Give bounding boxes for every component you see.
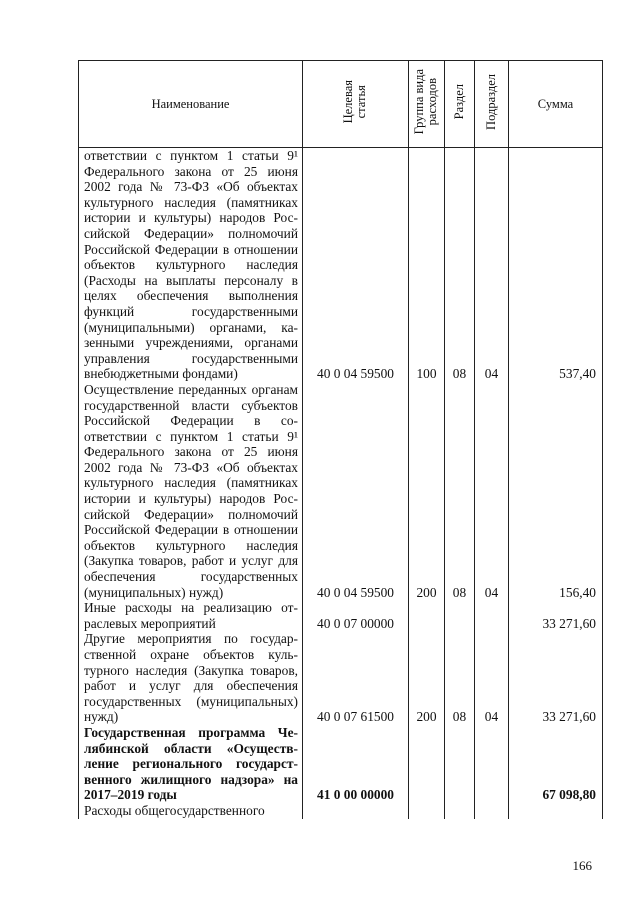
row-sum-cell (509, 803, 603, 819)
page-number: 166 (572, 858, 592, 873)
row-target-cell: 40 0 07 00000 (303, 600, 409, 631)
header-section: Раздел (445, 61, 475, 148)
row-target-cell: 40 0 04 59500 (303, 148, 409, 382)
header-name: Наименование (79, 61, 303, 148)
header-sum: Сумма (509, 61, 603, 148)
row-target-cell (303, 803, 409, 819)
row-name-cell: ответствии с пунктом 1 статьи 9¹ Федерального закона от 25 июня 2002 года № 73-ФЗ «Об объектах культурного наследия (памятниках истории и культуры) народов Российской Федерации» полномочий Российской Федерации в отношении объектов культурного наследия (Расходы на выплаты персоналу в целях обеспечения выполнения функций государственными (муниципальными) органами, казенными учреждениями, органами управления государственными внебюджетными фондами) (79, 148, 303, 382)
row-target-cell: 41 0 00 00000 (303, 725, 409, 803)
row-sum-cell: 156,40 (509, 382, 603, 600)
row-subsection-cell: 04 (475, 148, 509, 382)
row-group-cell (409, 803, 445, 819)
row-group-cell (409, 600, 445, 631)
row-subsection-cell: 04 (475, 631, 509, 725)
row-section-cell: 08 (445, 148, 475, 382)
header-target-article: Целевая статья (303, 61, 409, 148)
table-row (79, 600, 603, 631)
header-subsection: Подраздел (475, 61, 509, 148)
table-row (79, 148, 603, 382)
row-subsection-cell: 04 (475, 382, 509, 600)
row-section-cell (445, 600, 475, 631)
row-name-cell: Другие мероприятия по государственной охране объектов культурного наследия (Закупка товаров, работ и услуг для обеспечения государственных (муниципальных) нужд) (79, 631, 303, 725)
row-group-cell: 100 (409, 148, 445, 382)
row-subsection-cell (475, 803, 509, 819)
header-row (79, 61, 603, 148)
row-target-cell: 40 0 07 61500 (303, 631, 409, 725)
row-subsection-cell (475, 725, 509, 803)
table-row (79, 725, 603, 803)
row-section-cell: 08 (445, 631, 475, 725)
row-name-cell: Государственная программа Челябинской области «Осуществление регионального государственного жилищного надзора» на 2017–2019 годы (79, 725, 303, 803)
row-sum-cell: 33 271,60 (509, 631, 603, 725)
row-group-cell (409, 725, 445, 803)
budget-table (78, 60, 603, 819)
table-row (79, 382, 603, 600)
row-sum-cell: 67 098,80 (509, 725, 603, 803)
row-section-cell (445, 803, 475, 819)
row-subsection-cell (475, 600, 509, 631)
row-section-cell: 08 (445, 382, 475, 600)
row-section-cell (445, 725, 475, 803)
row-sum-cell: 33 271,60 (509, 600, 603, 631)
row-name-cell: Расходы общегосударственного (79, 803, 303, 819)
row-name-cell: Иные расходы на реализацию отраслевых мероприятий (79, 600, 303, 631)
table-row (79, 803, 603, 819)
row-group-cell: 200 (409, 382, 445, 600)
row-name-cell: Осуществление переданных органам государственной власти субъектов Российской Федерации в соответствии с пунктом 1 статьи 9¹ Федерального закона от 25 июня 2002 года № 73-ФЗ «Об объектах культурного наследия (памятниках истории и культуры) народов Российской Федерации» полномочий Российской Федерации в отношении объектов культурного наследия (Закупка товаров, работ и услуг для обеспечения государственных (муниципальных) нужд) (79, 382, 303, 600)
row-sum-cell: 537,40 (509, 148, 603, 382)
header-expense-group: Группа вида расходов (409, 61, 445, 148)
row-target-cell: 40 0 04 59500 (303, 382, 409, 600)
row-group-cell: 200 (409, 631, 445, 725)
table-row (79, 631, 603, 725)
